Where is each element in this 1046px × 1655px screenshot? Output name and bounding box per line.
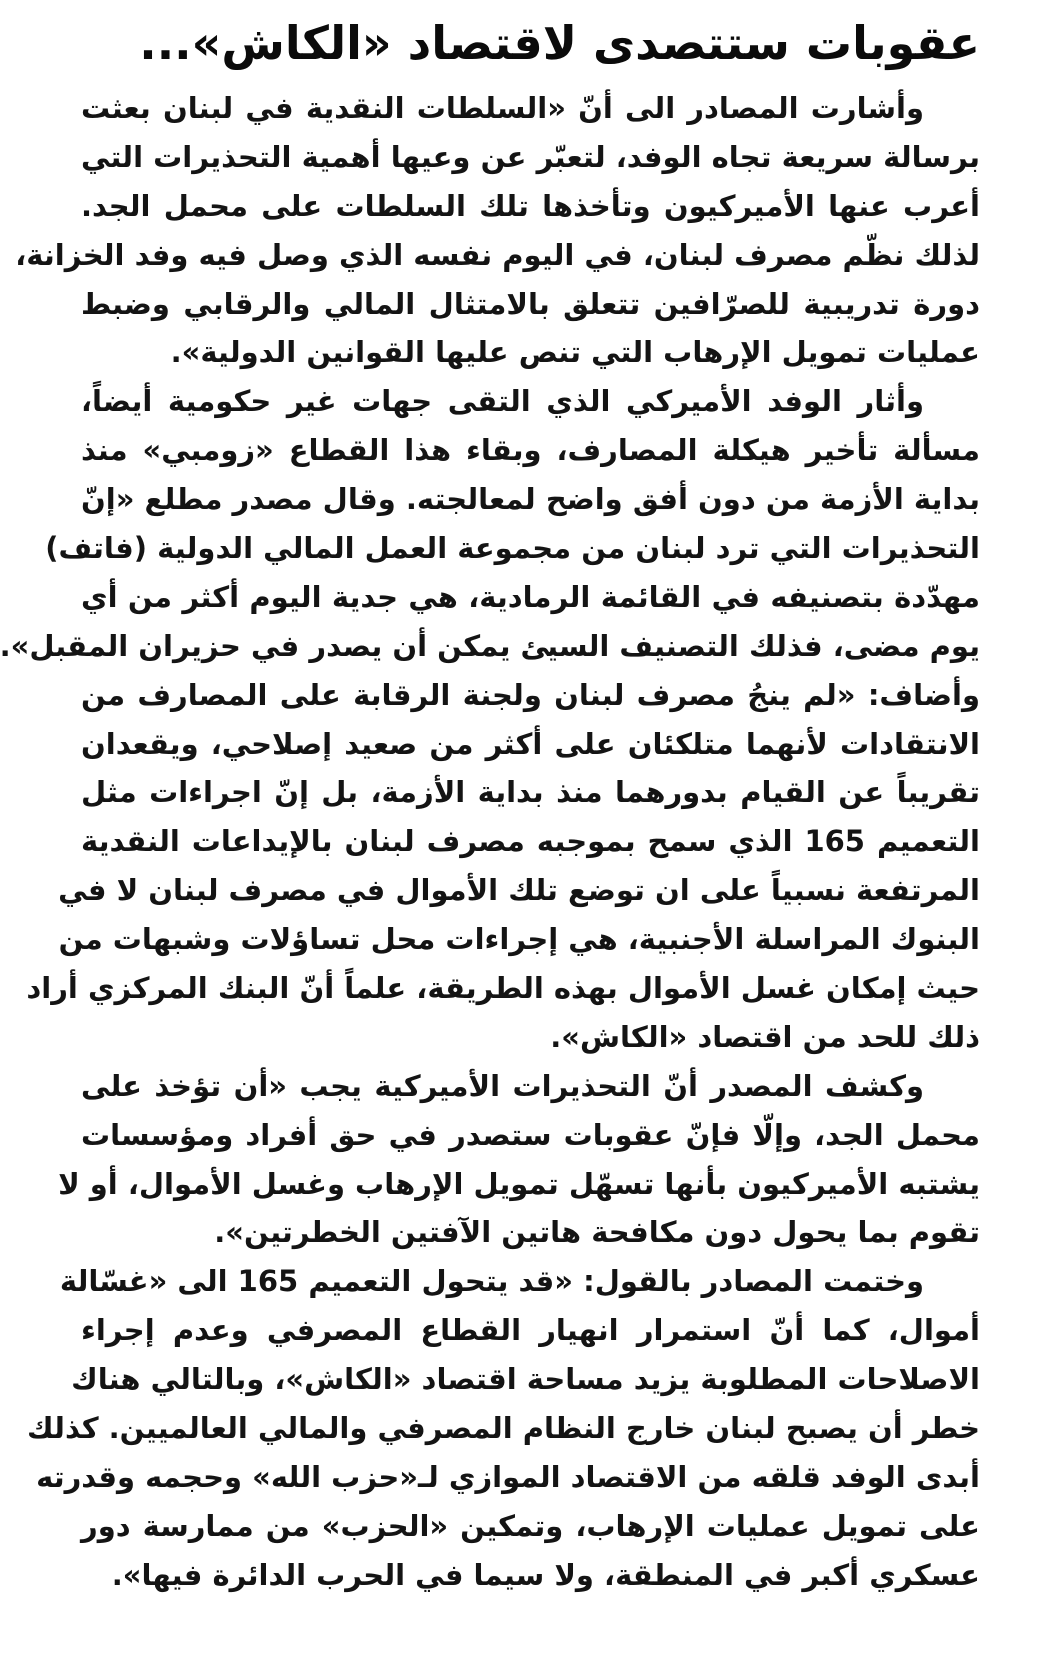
- article-line: أبدى الوفد قلقه من الاقتصاد الموازي لـ«حزب الله» وحجمه وقدرته: [36, 1459, 980, 1494]
- article-line: دورة تدريبية للصرّافين تتعلق بالامتثال المالي والرقابي وضبط: [81, 286, 980, 321]
- article-line: محمل الجد، وإلّا فإنّ عقوبات ستصدر في حق أفراد ومؤسسات: [81, 1117, 980, 1152]
- article-line: البنوك المراسلة الأجنبية، هي إجراءات محل تساؤلات وشبهات من: [58, 922, 980, 957]
- article-line: وأشارت المصادر الى أنّ «السلطات النقدية في لبنان بعثت: [81, 91, 924, 125]
- article-line: تقريباً عن القيام بدورهما منذ بداية الأزمة، بل إنّ اجراءات مثل: [81, 775, 980, 810]
- article-line: الانتقادات لأنهما متلكئان على أكثر من صعيد إصلاحي، ويقعدان: [81, 726, 980, 761]
- article-line: يشتبه الأميركيون بأنها تسهّل تمويل الإرهاب وغسل الأموال، أو لا: [58, 1166, 980, 1201]
- article-body: [0, 84, 980, 1600]
- article-line: يوم مضى، فذلك التصنيف السيئ يمكن أن يصدر في حزيران المقبل».: [0, 628, 980, 663]
- article-line: لذلك نظّم مصرف لبنان، في اليوم نفسه الذي وصل فيه وفد الخزانة،: [15, 237, 980, 272]
- article-line: برسالة سريعة تجاه الوفد، لتعبّر عن وعيها أهمية التحذيرات التي: [81, 139, 980, 174]
- article-line: على تمويل عمليات الإرهاب، وتمكين «الحزب» من ممارسة دور: [81, 1508, 980, 1543]
- article-line: مهدّدة بتصنيفه في القائمة الرمادية، هي جدية اليوم أكثر من أي: [81, 579, 980, 614]
- article-line: مسألة تأخير هيكلة المصارف، وبقاء هذا القطاع «زومبي» منذ: [81, 433, 980, 468]
- article-line: وختمت المصادر بالقول: «قد يتحول التعميم 165 الى «غسّالة: [59, 1264, 924, 1299]
- article-line: وأثار الوفد الأميركي الذي التقى جهات غير حكومية أيضاً،: [81, 384, 924, 419]
- article-line: حيث إمكان غسل الأموال بهذه الطريقة، علماً أنّ البنك المركزي أراد: [26, 971, 980, 1006]
- article-line: خطر أن يصبح لبنان خارج النظام المصرفي والمالي العالميين. كذلك: [27, 1411, 980, 1446]
- article-line: عمليات تمويل الإرهاب التي تنص عليها القوانين الدولية».: [170, 335, 980, 370]
- article-line: ذلك للحد من اقتصاد «الكاش».: [550, 1019, 980, 1054]
- article-line: وأضاف: «لم ينجُ مصرف لبنان ولجنة الرقابة على المصارف من: [81, 677, 980, 712]
- article-line: الاصلاحات المطلوبة يزيد مساحة اقتصاد «الكاش»، وبالتالي هناك: [71, 1362, 980, 1397]
- article-line: وكشف المصدر أنّ التحذيرات الأميركية يجب «أن تؤخذ على: [81, 1068, 924, 1103]
- article-line: أعرب عنها الأميركيون وتأخذها تلك السلطات على محمل الجد.: [81, 188, 980, 223]
- article-line: التحذيرات التي ترد لبنان من مجموعة العمل المالي الدولية (فاتف): [45, 531, 980, 566]
- article-line: بداية الأزمة من دون أفق واضح لمعالجته. وقال مصدر مطلع «إنّ: [81, 482, 980, 517]
- article-line: أموال، كما أنّ استمرار انهيار القطاع المصرفي وعدم إجراء: [81, 1313, 980, 1348]
- headline: عقوبات ستتصدى لاقتصاد «الكاش»...: [139, 16, 980, 70]
- article-line: عسكري أكبر في المنطقة، ولا سيما في الحرب الدائرة فيها».: [111, 1557, 980, 1592]
- article-line: التعميم 165 الذي سمح بموجبه مصرف لبنان بالإيداعات النقدية: [81, 824, 980, 859]
- article-line: تقوم بما يحول دون مكافحة هاتين الآفتين الخطرتين».: [214, 1215, 980, 1250]
- article-line: المرتفعة نسبياً على ان توضع تلك الأموال في مصرف لبنان لا في: [58, 873, 980, 908]
